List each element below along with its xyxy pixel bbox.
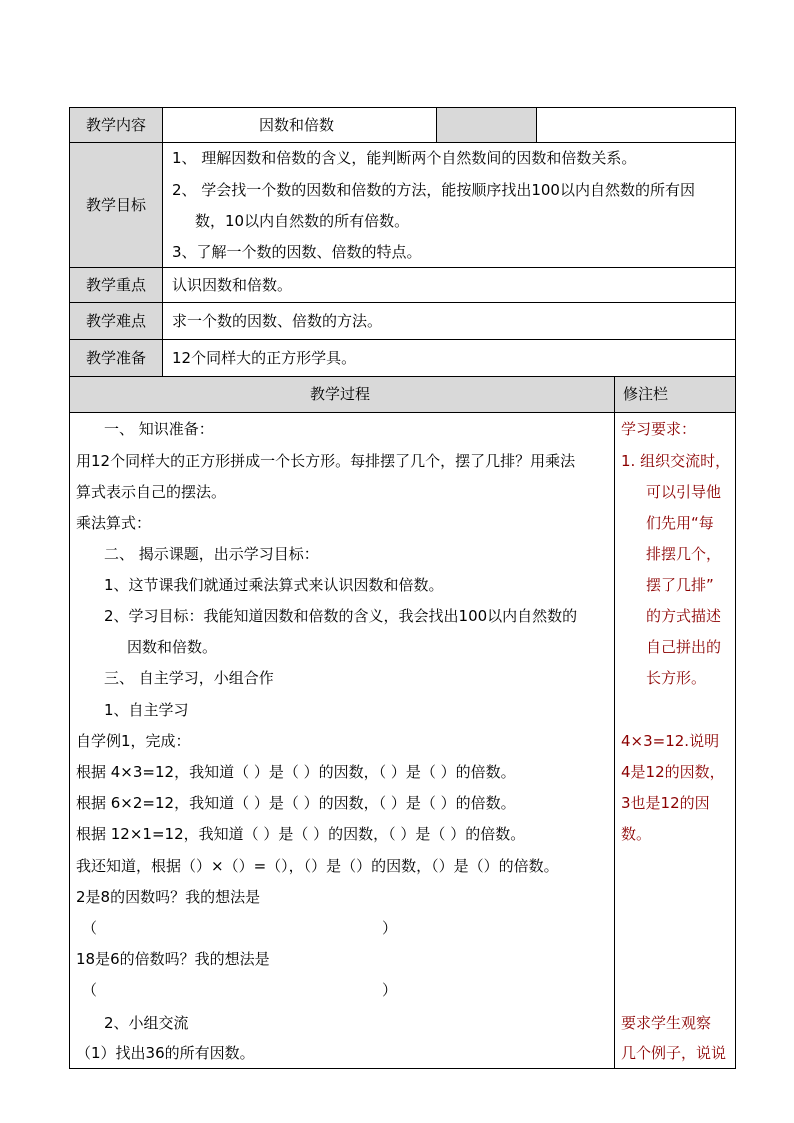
- process-line: 算式表示自己的摆法。: [76, 483, 227, 501]
- process-line: 二、 揭示课题，出示学习目标：: [104, 545, 319, 563]
- answer-close-paren: ）: [382, 919, 398, 937]
- content-label: 教学内容: [85, 116, 146, 134]
- process-line: 用12个同样大的正方形拼成一个长方形。每排摆了几个，摆了几排？用乘法: [76, 452, 576, 470]
- key-value: 认识因数和倍数。: [172, 276, 293, 294]
- key-label: 教学重点: [85, 276, 146, 294]
- note-line: 要求学生观察: [621, 1014, 712, 1032]
- table-rule: [536, 107, 537, 143]
- process-line: 一、 知识准备：: [104, 420, 214, 438]
- process-header: 教学过程: [310, 385, 371, 403]
- table-rule: [69, 107, 736, 108]
- note-line: 1. 组织交流时，: [621, 452, 731, 470]
- table-rule: [614, 376, 615, 1069]
- note-line: 4是12的因数，: [621, 763, 725, 781]
- table-rule: [69, 376, 736, 377]
- process-line: （1）找出36的所有因数。: [76, 1044, 255, 1062]
- process-line: 1、自主学习: [104, 701, 189, 719]
- process-line: 因数和倍数。: [127, 638, 218, 656]
- note-line: 4×3=12.说明: [621, 732, 720, 750]
- objective-line: 2、 学会找一个数的因数和倍数的方法，能按顺序找出100以内自然数的所有因: [172, 181, 695, 199]
- process-line: 2、学习目标：我能知道因数和倍数的含义，我会找出100以内自然数的: [104, 607, 578, 625]
- note-line: 的方式描述: [646, 607, 722, 625]
- prep-value: 12个同样大的正方形学具。: [172, 349, 357, 367]
- difficulty-label: 教学难点: [85, 312, 146, 330]
- note-line: 们先用“每: [646, 514, 714, 532]
- process-line: 根据 4×3=12，我知道（ ）是（ ）的因数，（ ）是（ ）的倍数。: [76, 763, 516, 781]
- note-line: 排摆几个，: [646, 545, 722, 563]
- difficulty-value: 求一个数的因数、倍数的方法。: [172, 312, 383, 330]
- answer-open-paren: （: [82, 919, 98, 937]
- process-line: 自学例1，完成：: [76, 732, 191, 750]
- note-line: 3也是12的因: [621, 794, 710, 812]
- objective-line: 1、 理解因数和倍数的含义，能判断两个自然数间的因数和倍数关系。: [172, 149, 637, 167]
- note-line: 长方形。: [646, 669, 707, 687]
- table-rule: [69, 267, 736, 268]
- process-line: 根据 6×2=12，我知道（ ）是（ ）的因数，（ ）是（ ）的倍数。: [76, 794, 516, 812]
- note-line: 学习要求：: [621, 420, 697, 438]
- process-line: 三、 自主学习，小组合作: [104, 669, 274, 687]
- table-rule: [69, 142, 736, 143]
- note-line: 数。: [621, 825, 652, 843]
- objective-line: 数，10以内自然数的所有倍数。: [195, 212, 410, 230]
- objective-line: 3、了解一个数的因数、倍数的特点。: [172, 243, 422, 261]
- note-line: 摆了几排”: [646, 576, 714, 594]
- note-line: 几个例子，说说: [621, 1044, 727, 1062]
- table-rule: [162, 107, 163, 377]
- process-line: 根据 12×1=12，我知道（ ）是（ ）的因数，（ ）是（ ）的倍数。: [76, 825, 526, 843]
- table-rule: [69, 339, 736, 340]
- table-rule: [69, 1068, 736, 1069]
- prep-label: 教学准备: [85, 349, 146, 367]
- table-rule: [69, 302, 736, 303]
- content-value: 因数和倍数: [259, 116, 335, 134]
- answer-close-paren: ）: [382, 981, 398, 999]
- answer-open-paren: （: [82, 981, 98, 999]
- note-line: 自己拼出的: [646, 638, 722, 656]
- table-rule: [735, 107, 736, 1069]
- content-empty-grey-cell: [437, 108, 536, 142]
- table-rule: [436, 107, 437, 143]
- note-line: 可以引导他: [646, 483, 722, 501]
- process-line: 我还知道，根据（）×（）=（），（）是（）的因数，（）是（）的倍数。: [76, 857, 559, 875]
- process-line: 乘法算式：: [76, 514, 152, 532]
- notes-header: 修注栏: [623, 385, 669, 403]
- process-line: 1、这节课我们就通过乘法算式来认识因数和倍数。: [104, 576, 444, 594]
- process-line: 18是6的倍数吗？我的想法是: [76, 950, 270, 968]
- table-rule: [69, 107, 70, 1069]
- objectives-label: 教学目标: [85, 196, 146, 214]
- process-line: 2是8的因数吗？我的想法是: [76, 888, 261, 906]
- table-rule: [69, 412, 736, 413]
- process-line: 2、小组交流: [104, 1014, 189, 1032]
